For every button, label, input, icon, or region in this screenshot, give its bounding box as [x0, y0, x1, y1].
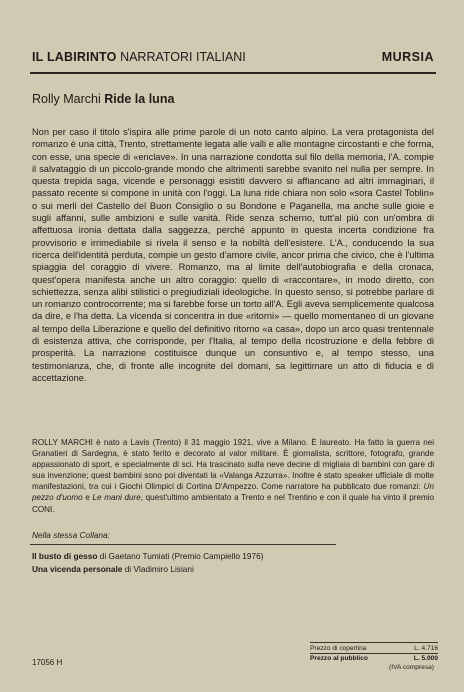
public-price-row: [310, 653, 438, 663]
series-list: [32, 550, 263, 575]
catalog-code: 17056 H: [32, 658, 63, 667]
novel-title-2: Le mani dure: [92, 493, 141, 503]
author-biography: [32, 437, 434, 515]
series-book-info: di Vladimiro Lisiani: [122, 563, 194, 574]
series-subtitle: NARRATORI ITALIANI: [120, 50, 246, 64]
series-list-label: Nella stessa Collana:: [32, 530, 110, 540]
series-list-rule: [30, 544, 336, 545]
author-name: Rolly Marchi: [32, 92, 101, 106]
book-title: Ride la luna: [104, 92, 175, 106]
bio-part-1: ROLLY MARCHI è nato a Lavis (Trento) il 31 maggio 1921, vive a Milano. È laureato. Ha fatto la guerra nei Granatieri di Sardegna, è stato ferito e decorato al valor militare. È giornalista, scrittore, fotografo, grande appassionato di sport, e specialmente di sci. Ha trascinato sulla neve decine di migliaia di bambini con gare di sua invenzione; quest bambini sono poi diventati la «Valanga Azzurra». Inoltre è stato speaker ufficiale di molte manifestazioni, tra cui i Giochi Olimpici di Cortina D'Ampezzo. Come narratore ha pubblicato due romanzi:: [32, 438, 434, 492]
series-list-item: [32, 550, 263, 563]
novel-title-1: Un pezzo d'uomo: [32, 482, 434, 503]
book-heading: [32, 92, 174, 106]
public-price-value: L. 5.000: [413, 655, 438, 662]
header-rule: [30, 72, 436, 74]
series-title: [32, 50, 246, 64]
vat-note: (IVA compresa): [389, 664, 434, 671]
series-name: IL LABIRINTO: [32, 50, 117, 64]
series-book-title: Il busto di gesso: [32, 551, 98, 561]
series-list-item: [32, 563, 263, 576]
series-book-info: di Gaetano Tumiati (Premio Campiello 1976): [97, 551, 264, 561]
public-price-label: Prezzo al pubblico: [310, 655, 368, 662]
cover-price-row: [310, 642, 438, 653]
price-box: [310, 642, 438, 672]
bio-part-3: , quest'ultimo ambientato a Trento e nel Trentino e con il quale ha vinto il premio CONI.: [32, 493, 435, 514]
synopsis-text: Non per caso il titolo s'ispira alle prime parole di un noto canto alpino. La vera protagonista del romanzo è una città, Trento, strettamente legata alle valli e alle montagne circostanti e che forma, con esse, una specie di «enclave». In una narrazione condotta sul filo della memoria, l'A. compie il salvataggio di un piccolo-grande mondo che altrimenti sarebbe svanito nel nulla per sempre. In questa trepida saga, vicende e personaggi esistiti davvero si affiancano ad altri immaginari, il passato recente si compone in unità con l'oggi. La luna ride chiara non solo «sora Castel Toblin» o sui merli del Castello del Buon Consiglio o su Bondone e Paganella, ma anche sulle gioie e sugli affanni, sulle ambizioni e sulle vanità. Ride senza scherno, tutt'al più con un'ombra di affettuosa ironia dettata dalla saggezza, perché appunto in questa incerta condizione fra provvisorio e irrimediabile si rivela il senso e la nobiltà dell'esistere. L'A., conducendo la sua ricerca dell'identità perduta, compie un gesto d'amore civile, ancor prima che civico, che è l'ultima spiaggia del coraggio di vivere. Romanzo, ma al limite dell'autobiografia e della cronaca, quest'opera manifesta anche un altro coraggio: quello di «raccontare», in modo diretto, con schiettezza, senza alibi stilistici o pregiudiziali ideologiche. In questo senso, si potrebbe parlare di un romanzo controcorrente; ma si farebbe forse un torto all'A. Egli aveva semplicemente qualcosa da dire, e l'ha detta. La vicenda si concentra in due «ritorni» — quello momentaneo di un giovane al tempo della Liberazione e quello del definitivo ritorno «a casa», dopo un arco quasi trentennale di esistenza attiva, che corrisponde, per l'Italia, al tempo della ricostruzione e della febbre di prosperità. La narrazione costituisce dunque un consuntivo e, al tempo stesso, una testimonianza, che, di fronte alle incognite del domani, sa legittimare un atto di fiducia e di accettazione.: [32, 127, 434, 383]
cover-price-value: L. 4.716: [414, 645, 438, 652]
series-header: [32, 50, 434, 64]
bio-part-2: e: [82, 493, 93, 503]
series-book-title: Una vicenda personale: [32, 563, 123, 574]
publisher-name: MURSIA: [381, 50, 434, 64]
cover-price-label: Prezzo di copertina: [310, 645, 367, 652]
